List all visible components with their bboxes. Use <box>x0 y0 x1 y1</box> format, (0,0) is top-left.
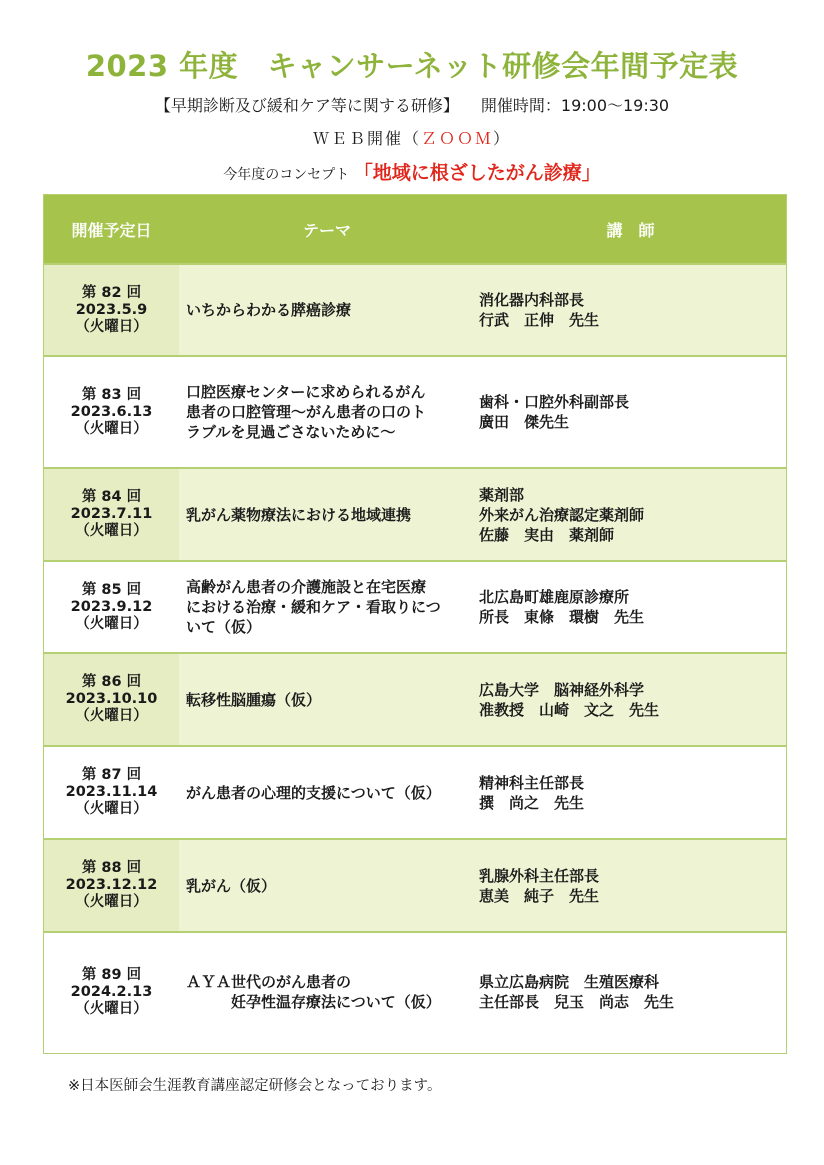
date-cell <box>44 840 179 931</box>
theme-cell <box>179 562 475 652</box>
date-cell <box>44 357 179 467</box>
table-row <box>44 355 786 467</box>
session-weekday: （火曜日） <box>75 615 148 632</box>
subtitle-training-type: 【早期診断及び緩和ケア等に関する研修】 <box>154 96 459 115</box>
lecturer-line: 佐藤 実由 薬剤師 <box>479 525 615 544</box>
lecturer-line: 恵美 純子 先生 <box>479 886 600 905</box>
theme-line: 高齢がん患者の介護施設と在宅医療 <box>186 578 427 596</box>
concept-label: 今年度のコンセプト <box>223 167 350 183</box>
lecturer-line: 精神科主任部長 <box>479 773 585 792</box>
page-title: 2023 年度 キャンサーネット研修会年間予定表 <box>85 49 739 83</box>
session-number: 第 87 回 <box>81 767 142 783</box>
session-number: 第 83 回 <box>81 386 142 403</box>
date-cell <box>44 933 179 1051</box>
web-suffix: ） <box>493 129 512 148</box>
lecturer-line: 准教授 山崎 文之 先生 <box>479 700 660 719</box>
header-lecturer: 講 師 <box>606 220 655 240</box>
theme-cell <box>179 654 475 745</box>
subtitle <box>0 93 824 116</box>
session-date: 2023.7.11 <box>70 506 153 522</box>
session-weekday: （火曜日） <box>75 1000 148 1017</box>
concept-value: 「地域に根ざしたがん診療」 <box>353 162 601 184</box>
table-row <box>44 467 786 560</box>
theme-cell <box>179 933 475 1051</box>
session-weekday: （火曜日） <box>75 708 148 724</box>
theme-line: 口腔医療センターに求められるがん <box>186 383 426 401</box>
theme-line: いちからわかる膵癌診療 <box>186 301 352 319</box>
session-number: 第 84 回 <box>81 489 142 505</box>
web-prefix: ＷＥＢ開催（ <box>312 129 421 148</box>
lecturer-line: 消化器内科部長 <box>479 291 585 309</box>
session-date: 2023.11.14 <box>65 784 158 800</box>
session-date: 2023.9.12 <box>70 598 153 615</box>
lecturer-cell <box>475 654 786 745</box>
lecturer-line: 歯科・口腔外科副部長 <box>479 393 630 411</box>
session-date: 2024.2.13 <box>70 983 153 1000</box>
date-cell <box>44 654 179 745</box>
lecturer-line: 撰 尚之 先生 <box>479 793 585 812</box>
session-number: 第 89 回 <box>81 966 142 983</box>
lecturer-line: 広島大学 脳神経外科学 <box>479 680 645 699</box>
lecturer-cell <box>475 265 786 355</box>
theme-line: 妊孕性温存療法について（仮） <box>186 993 441 1011</box>
lecturer-cell <box>475 840 786 931</box>
date-cell <box>44 747 179 838</box>
lecturer-line: 乳腺外科主任部長 <box>479 866 600 885</box>
lecturer-cell <box>475 747 786 838</box>
session-number: 第 82 回 <box>81 284 142 301</box>
theme-line: 乳がん薬物療法における地域連携 <box>186 505 412 524</box>
session-weekday: （火曜日） <box>75 894 148 910</box>
theme-line: がん患者の心理的支援について（仮） <box>186 783 441 802</box>
lecturer-cell <box>475 469 786 560</box>
theme-line: における治療・緩和ケア・看取りにつ <box>186 598 441 616</box>
header-theme: テーマ <box>302 220 351 240</box>
subtitle-time: 開催時間：19:00～19:30 <box>480 96 670 115</box>
lecturer-line: 薬剤部 <box>479 485 525 504</box>
table-header <box>44 195 786 263</box>
theme-line: ラブルを見過ごさないために～ <box>186 423 396 441</box>
lecturer-cell <box>475 357 786 467</box>
session-date: 2023.5.9 <box>75 301 148 318</box>
theme-cell <box>179 840 475 931</box>
session-number: 第 88 回 <box>81 860 142 876</box>
lecturer-line: 北広島町雄鹿原診療所 <box>479 588 630 606</box>
theme-line: 乳がん（仮） <box>186 876 277 895</box>
lecturer-line: 主任部長 兒玉 尚志 先生 <box>479 993 675 1011</box>
table-row <box>44 838 786 931</box>
date-cell <box>44 469 179 560</box>
theme-line: 転移性脳腫瘍（仮） <box>186 690 322 709</box>
session-weekday: （火曜日） <box>75 420 148 437</box>
lecturer-line: 所長 東條 環樹 先生 <box>479 608 645 626</box>
date-cell <box>44 265 179 355</box>
theme-cell <box>179 357 475 467</box>
theme-line: ＡＹＡ世代のがん患者の <box>186 973 352 991</box>
session-number: 第 86 回 <box>81 674 142 690</box>
lecturer-line: 廣田 傑先生 <box>479 413 570 431</box>
theme-line: 患者の口腔管理～がん患者の口のト <box>186 403 427 421</box>
lecturer-line: 県立広島病院 生殖医療科 <box>479 973 660 991</box>
web-zoom: ＺＯＯＭ <box>420 129 493 148</box>
theme-line: いて（仮） <box>186 618 262 636</box>
schedule-table <box>43 194 787 1054</box>
session-date: 2023.12.12 <box>65 877 158 893</box>
table-body <box>44 263 786 1051</box>
table-row <box>44 652 786 745</box>
table-row <box>44 931 786 1051</box>
footnote: ※日本医師会生涯教育講座認定研修会となっております。 <box>68 1078 442 1094</box>
lecturer-line: 行武 正伸 先生 <box>479 311 600 329</box>
session-weekday: （火曜日） <box>75 801 148 817</box>
theme-cell <box>179 747 475 838</box>
date-cell <box>44 562 179 652</box>
session-number: 第 85 回 <box>81 581 142 598</box>
header-date: 開催予定日 <box>71 220 152 240</box>
session-weekday: （火曜日） <box>75 523 148 539</box>
concept <box>0 158 824 185</box>
lecturer-cell <box>475 933 786 1051</box>
session-weekday: （火曜日） <box>75 318 148 335</box>
web-format <box>0 126 824 149</box>
session-date: 2023.6.13 <box>70 403 153 420</box>
lecturer-cell <box>475 562 786 652</box>
table-row <box>44 560 786 652</box>
table-row <box>44 263 786 355</box>
theme-cell <box>179 265 475 355</box>
theme-cell <box>179 469 475 560</box>
table-row <box>44 745 786 838</box>
session-date: 2023.10.10 <box>65 691 158 707</box>
lecturer-line: 外来がん治療認定薬剤師 <box>479 505 645 524</box>
